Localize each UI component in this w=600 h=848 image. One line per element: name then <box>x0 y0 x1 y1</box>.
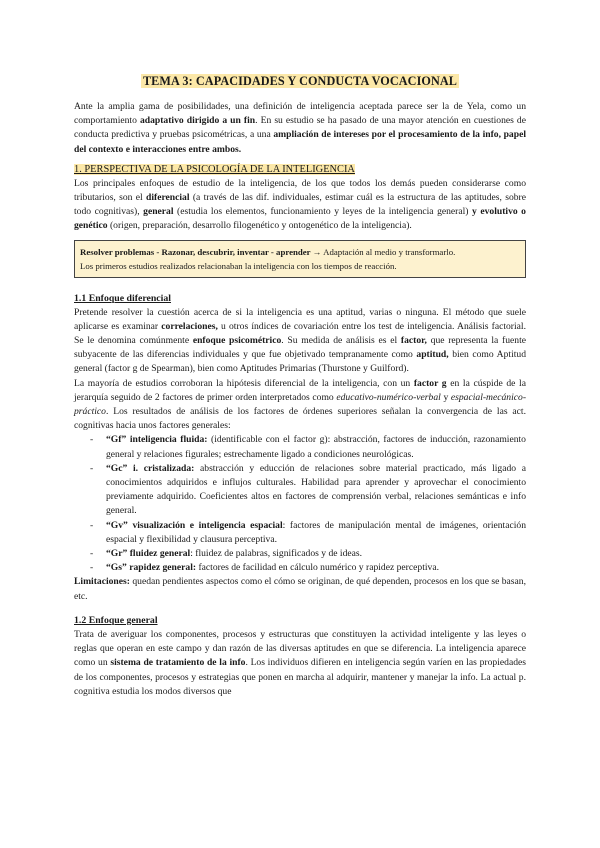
text-run: factores de facilidad en cálculo numérico y rapidez perceptiva. <box>196 562 439 574</box>
section-1-heading-text: 1. PERSPECTIVA DE LA PSICOLOGÍA DE LA INTELIGENCIA <box>74 163 355 175</box>
text-run: Pretende resolver la cuestión acerca de si la inteligencia es una aptitud, varias o ninguna. El método que suele aplicarse es examinar <box>74 306 526 332</box>
factor-list <box>74 433 526 575</box>
text-run: Adaptación al medio y transformarlo. <box>321 246 456 257</box>
intro-paragraph <box>74 100 526 157</box>
subsection-1-1-paragraph-2 <box>74 377 526 434</box>
text-run: que representa la fuente subyacente de las diferencias individuales y que fue objetivado tempranamente como <box>74 335 526 361</box>
italic-run: educativo-numérico-verbal <box>336 391 441 403</box>
text-run: quedan pendientes aspectos como el cómo se originan, de qué dependen, procesos en los que se basan, etc. <box>74 576 526 602</box>
text-run: (a través de las dif. individuales, estimar cuál es la estructura de las aptitudes, sobre todo cognitivas), <box>74 192 526 218</box>
section-1-paragraph <box>74 177 526 234</box>
section-1-heading <box>74 163 526 177</box>
page-title <box>74 72 526 90</box>
text-run: en la cúspide de la jerarquía seguido de 2 factores de primer orden interpretados como <box>74 377 526 403</box>
list-item <box>90 433 526 461</box>
highlight-box-line-1 <box>80 245 520 259</box>
bold-run: “Gf” inteligencia fluida: <box>106 434 208 446</box>
list-item <box>90 519 526 547</box>
text-run: (origen, preparación, desarrollo filogenético y ontogenético de la inteligencia). <box>107 220 412 232</box>
subsection-1-1-paragraph-1 <box>74 306 526 377</box>
list-item <box>90 462 526 519</box>
bold-run: “Gc” i. cristalizada: <box>106 462 195 474</box>
bold-run: “Gs” rapidez general: <box>106 562 197 574</box>
text-run: Los principales enfoques de estudio de la inteligencia, de los que todos los demás pueden considerarse como tributarios, son el <box>74 177 526 204</box>
bold-run: Resolver problemas - Razonar, descubrir, inventar - aprender → <box>80 246 322 257</box>
highlight-box <box>74 240 526 278</box>
bold-run: factor, <box>400 335 427 347</box>
document-page <box>74 72 526 699</box>
bold-run: “Gr” fluidez general <box>106 548 191 560</box>
text-run: : fluidez de palabras, significados y de ideas. <box>190 548 363 560</box>
highlight-box-line-2: Los primeros estudios realizados relacionaban la inteligencia con los tiempos de reacción. <box>80 260 397 271</box>
bold-run: general <box>143 206 174 218</box>
bold-run: correlaciones, <box>161 320 218 332</box>
text-run: . Los individuos difieren en inteligencia según varíen en las propiedades de los componentes, procesos y estrategias que ponen en marcha al adquirir, mantener y manejar la info. La actual p. cognitiva estudia los modos diversos que <box>74 657 526 697</box>
text-run: (identificable con el factor g): abstracción, factores de inducción, razonamiento general y relaciones figurales; estrechamente ligado a condiciones neurológicas. <box>106 434 526 460</box>
bold-run: diferencial <box>146 192 190 204</box>
bold-run: “Gv” visualización e inteligencia espacial <box>106 519 283 531</box>
text-run: : factores de manipulación mental de imágenes, orientación espacial y flexibilidad y clausura perceptiva. <box>106 519 526 545</box>
italic-run: espacial-mecánico-práctico <box>74 391 527 418</box>
bold-run: ampliación de intereses por el procesamiento de la info, papel del contexto e interacciones entre ambos. <box>74 129 526 155</box>
list-item <box>90 561 526 575</box>
subsection-1-2-paragraph <box>74 628 526 699</box>
list-item <box>90 547 526 561</box>
text-run: La mayoría de estudios corroboran la hipótesis diferencial de la inteligencia, con un <box>74 377 414 389</box>
title-text: TEMA 3: CAPACIDADES Y CONDUCTA VOCACIONAL <box>142 74 458 88</box>
text-run: . Los resultados de análisis de los factores de órdenes superiores señalan la convergencia de las act. cognitivas hacia unos factores generales: <box>74 406 526 432</box>
text-run: . En su estudio se ha pasado de una mayor atención en cuestiones de conducta predictiva y pruebas psicométricas, a una <box>74 115 526 141</box>
bold-run: aptitud, <box>416 349 449 361</box>
limitations-paragraph <box>74 575 526 603</box>
text-run: . Su medida de análisis es el <box>281 335 401 347</box>
text-run: bien como Aptitud general (factor g de Spearman), bien como Aptitudes Primarias (Thurstone y Guilford). <box>74 349 526 375</box>
text-run: y <box>440 391 451 403</box>
text-run: Trata de averiguar los componentes, procesos y estructuras que constituyen la actividad inteligente y las leyes o reglas que operan en este campo y dan razón de las diversas aptitudes en que se diferencia. La inteligencia aparece como un <box>74 628 526 669</box>
text-run: u otros índices de covariación entre los test de inteligencia. Análisis factorial. Se le denomina comúnmente <box>74 320 526 347</box>
bold-run: sistema de tratamiento de la info <box>110 657 246 669</box>
bold-run: Limitaciones: <box>74 576 130 588</box>
subsection-1-1-heading: 1.1 Enfoque diferencial <box>74 292 171 304</box>
bold-run: factor g <box>413 377 447 389</box>
text-run: Ante la amplia gama de posibilidades, una definición de inteligencia aceptada parece ser la de Yela, como un comportamiento <box>74 101 526 127</box>
subsection-1-2-heading: 1.2 Enfoque general <box>74 614 158 626</box>
text-run: (estudia los elementos, funcionamiento y leyes de la inteligencia general) <box>173 206 473 218</box>
bold-run: y evolutivo o genético <box>74 206 526 232</box>
text-run: abstracción y educción de relaciones sobre material practicado, más ligado a conocimientos adquiridos e influjos culturales. Habilidad para aprender y aprovechar el conocimiento previamente adquirido. Coeficientes altos en factores de comprensión verbal, relaciones semánticas e info general. <box>106 462 526 517</box>
bold-run: enfoque psicométrico <box>192 335 282 347</box>
bold-run: adaptativo dirigido a un fin <box>139 115 256 127</box>
